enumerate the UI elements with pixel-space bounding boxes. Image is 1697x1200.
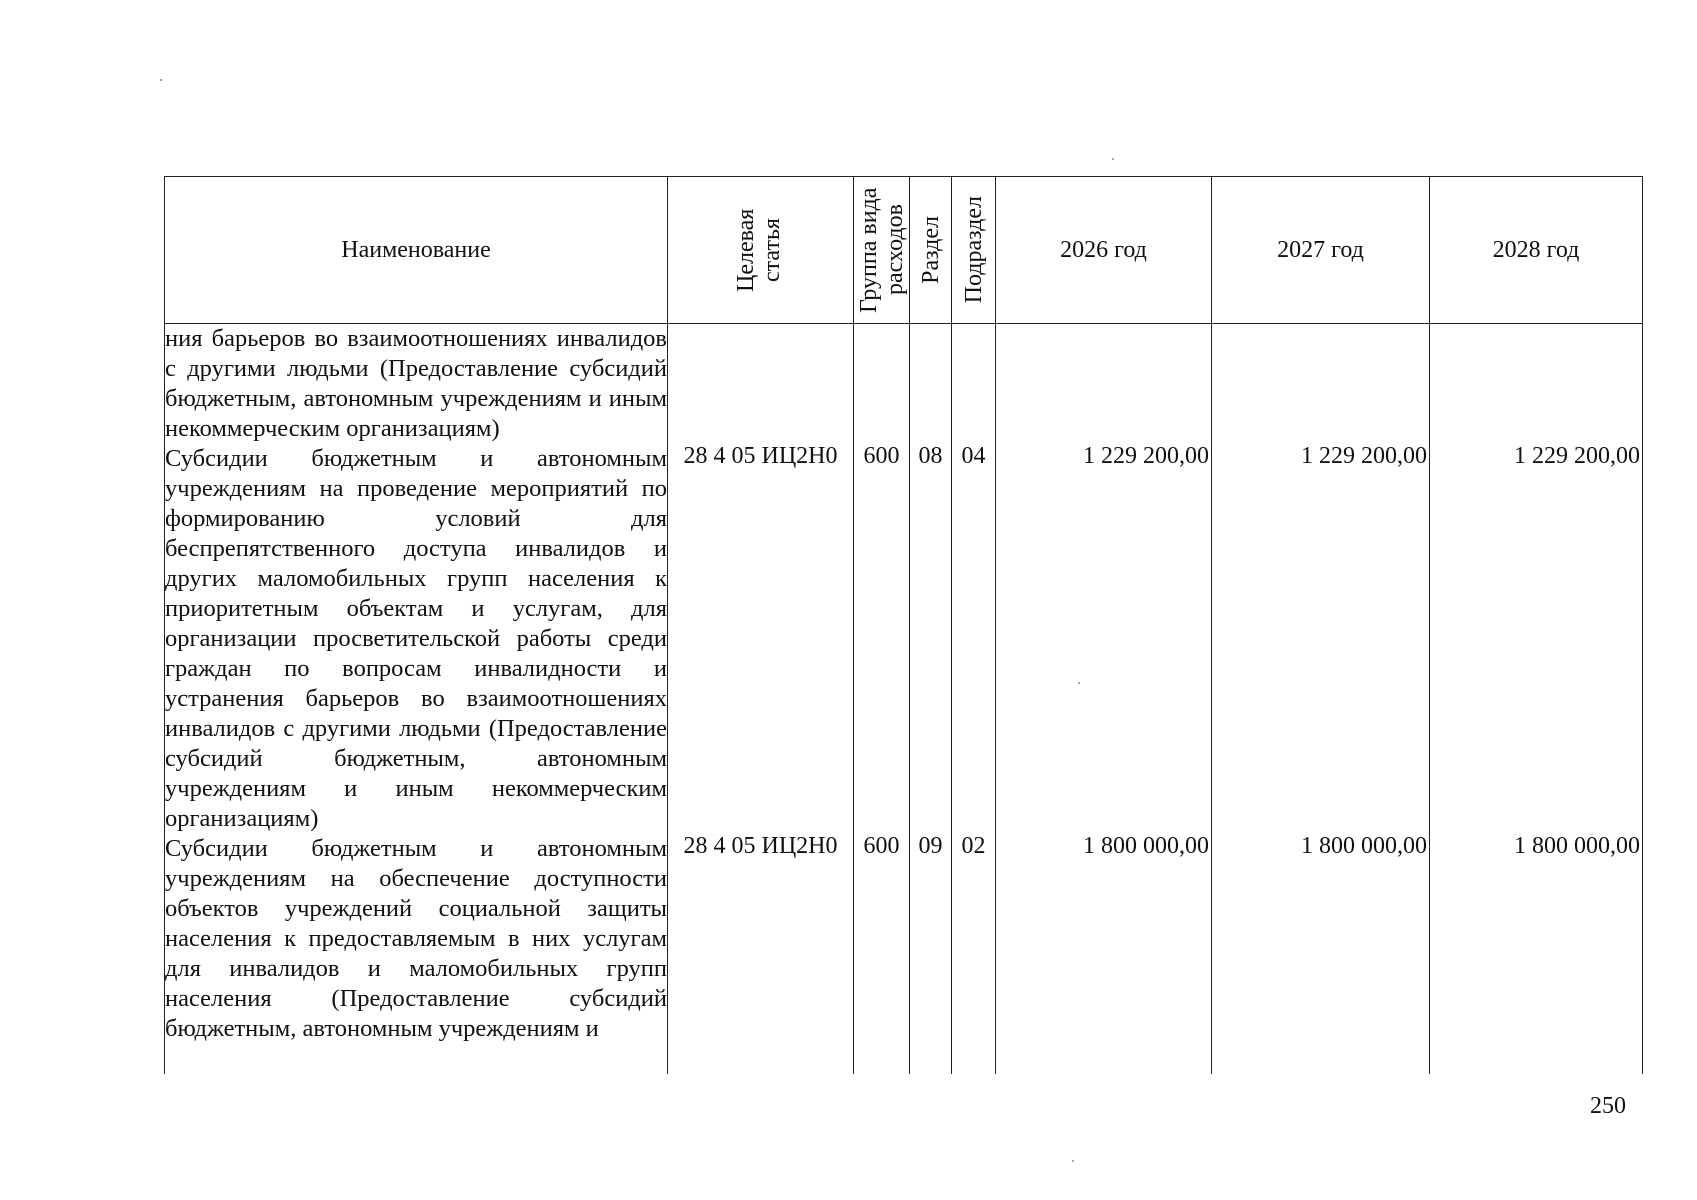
year-2028-value: 1 229 200,00 bbox=[1514, 443, 1640, 469]
name-paragraph: Субсидии бюджетным и автономным учреждениям на обеспечение доступности объектов учреждений социальной защиты населения к предоставляемым в них услугам для инвалидов и маломобильных групп населения (Предоставление субсидий бюджетным, автономным учреждениям и bbox=[165, 835, 667, 1042]
header-subsection-label: Подраздел bbox=[960, 196, 987, 304]
expense-group-value: 600 bbox=[863, 443, 900, 469]
header-target-article-label: Целевая статья bbox=[732, 208, 785, 292]
subsection-value: 02 bbox=[961, 833, 986, 859]
header-year-2028 bbox=[1430, 177, 1643, 324]
header-year-2026 bbox=[996, 177, 1212, 324]
section-cell bbox=[910, 324, 952, 1075]
year-2027-cell bbox=[1212, 324, 1430, 1075]
year-2027-value: 1 800 000,00 bbox=[1301, 833, 1427, 859]
table-header-row bbox=[165, 177, 1643, 324]
section-value: 08 bbox=[918, 443, 943, 469]
subsection-cell bbox=[952, 324, 996, 1075]
header-year-2027-label: 2027 год bbox=[1277, 236, 1364, 263]
name-cell bbox=[165, 324, 668, 1075]
header-target-article bbox=[668, 177, 854, 324]
year-2026-value: 1 229 200,00 bbox=[1083, 443, 1209, 469]
name-paragraph: Субсидии бюджетным и автономным учреждениям на проведение мероприятий по формированию условий для беспрепятственного доступа инвалидов и других маломобильных групп населения к приоритетным объектам и услугам, для организации просветительской работы среди граждан по вопросам инвалидности и устранения барьеров во взаимоотношениях инвалидов с другими людьми (Предоставление субсидий бюджетным, автономным учреждениям и иным некоммерческим организациям) bbox=[165, 445, 667, 832]
header-subsection bbox=[952, 177, 996, 324]
year-2028-cell bbox=[1430, 324, 1643, 1075]
year-2028-value: 1 800 000,00 bbox=[1514, 833, 1640, 859]
header-year-2028-label: 2028 год bbox=[1492, 236, 1580, 263]
target-article-cell bbox=[668, 324, 854, 1075]
year-2026-value: 1 800 000,00 bbox=[1083, 833, 1209, 859]
expense-group-value: 600 bbox=[863, 833, 900, 859]
header-year-2027 bbox=[1212, 177, 1430, 324]
scan-speck bbox=[1112, 158, 1114, 160]
year-2026-cell bbox=[996, 324, 1212, 1075]
section-value: 09 bbox=[918, 833, 943, 859]
budget-table bbox=[164, 176, 1643, 1074]
target-article-value: 28 4 05 ИЦ2Н0 bbox=[683, 833, 838, 859]
header-section bbox=[910, 177, 952, 324]
header-expense-group-label: Группа вида расходов bbox=[855, 187, 908, 313]
subsection-value: 04 bbox=[961, 443, 986, 469]
header-expense-group bbox=[854, 177, 910, 324]
header-name bbox=[165, 177, 668, 324]
header-section-label: Раздел bbox=[917, 216, 944, 284]
page-number: 250 bbox=[1590, 1093, 1626, 1119]
name-paragraph: ния барьеров во взаимоотношениях инвалидов с другими людьми (Предоставление субсидий бюджетным, автономным учреждениям и иным некоммерческим организациям) bbox=[165, 325, 667, 442]
scan-speck bbox=[1072, 1160, 1074, 1162]
year-2027-value: 1 229 200,00 bbox=[1301, 443, 1427, 469]
table-body-row bbox=[165, 324, 1643, 1075]
target-article-value: 28 4 05 ИЦ2Н0 bbox=[683, 443, 838, 469]
header-year-2026-label: 2026 год bbox=[1060, 236, 1147, 263]
scan-speck bbox=[160, 79, 162, 81]
header-name-label: Наименование bbox=[341, 236, 491, 263]
expense-group-cell bbox=[854, 324, 910, 1075]
